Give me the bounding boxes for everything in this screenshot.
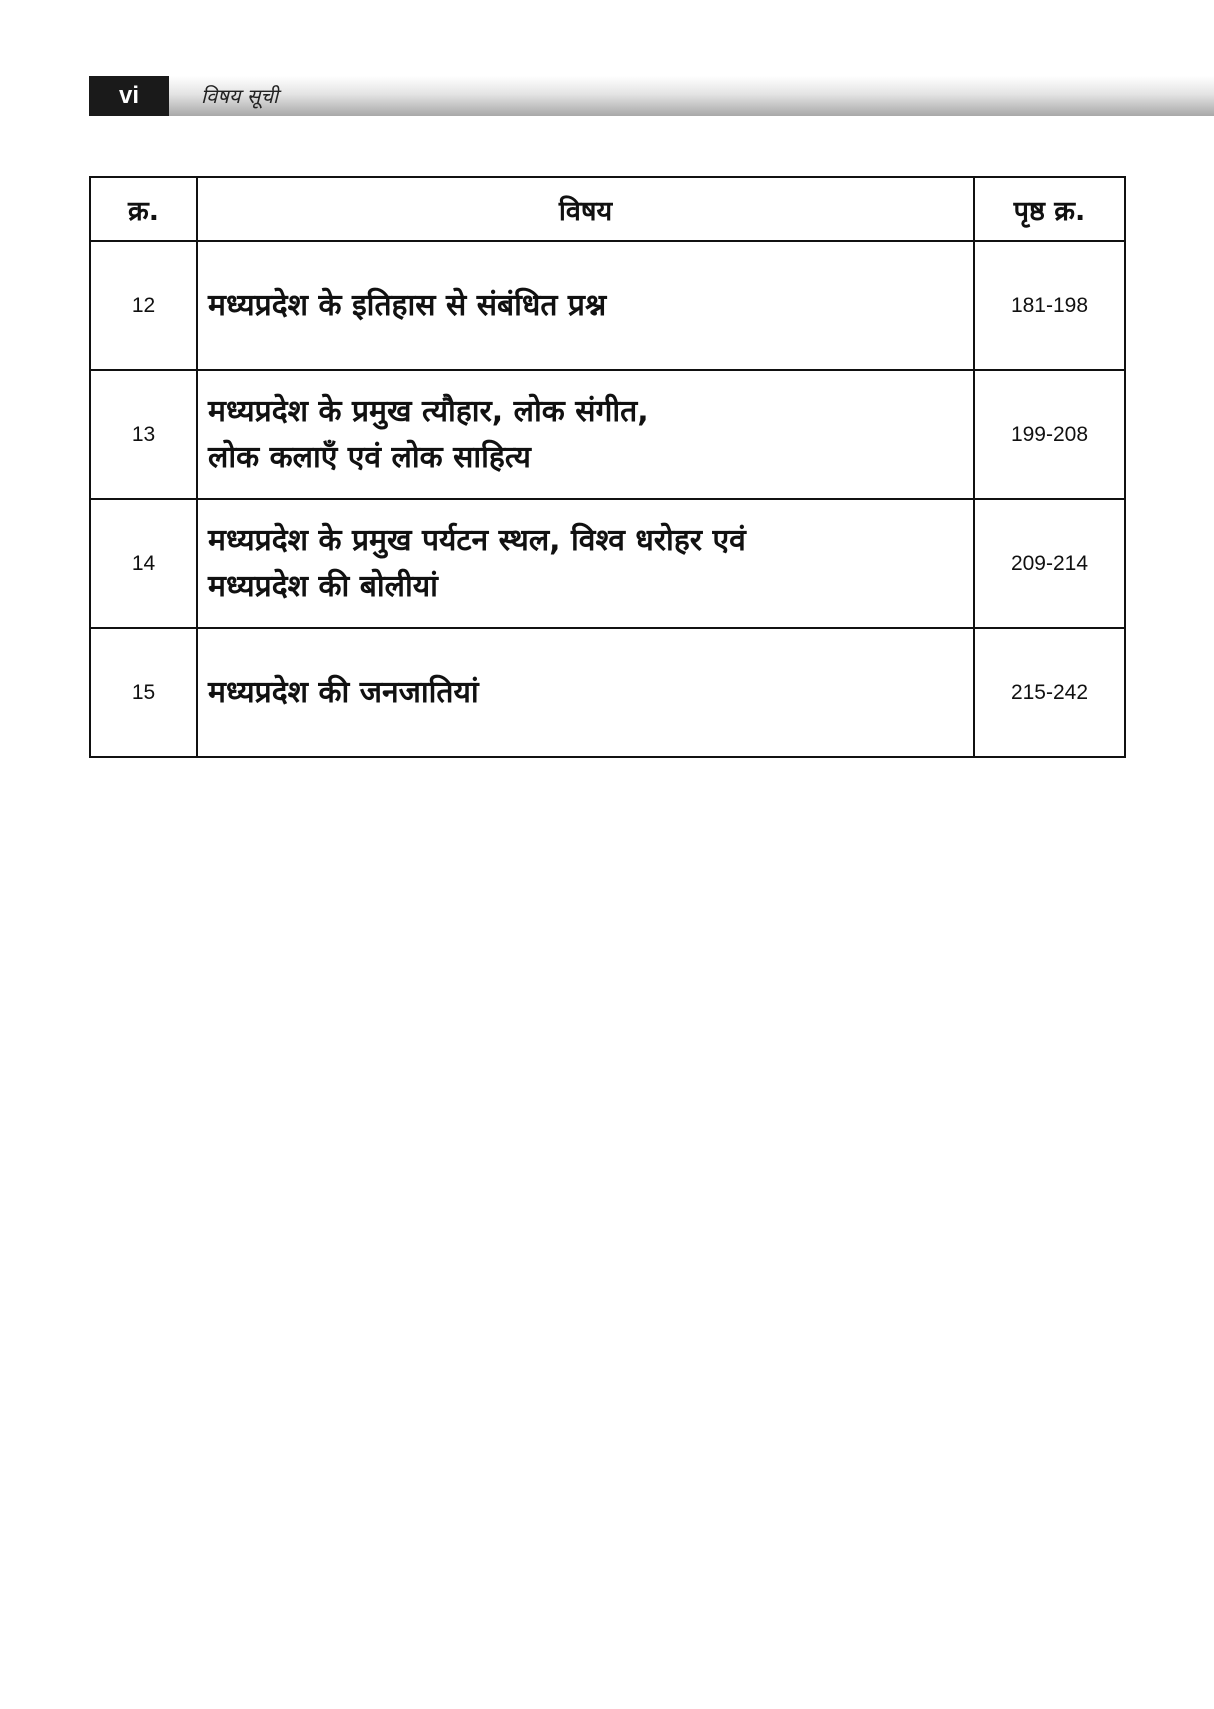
table-row <box>90 499 1125 628</box>
table-row <box>90 628 1125 757</box>
header-title: विषय सूची <box>201 84 279 108</box>
table-row <box>90 370 1125 499</box>
column-header-serial: क्र. <box>90 177 197 241</box>
subject-line: मध्यप्रदेश की बोलीयां <box>208 568 438 604</box>
row-serial: 14 <box>90 499 197 628</box>
row-serial: 12 <box>90 241 197 370</box>
row-subject <box>197 499 974 628</box>
row-subject <box>197 628 974 757</box>
subject-line: मध्यप्रदेश के प्रमुख त्यौहार, लोक संगीत, <box>208 393 649 429</box>
row-pages: 215-242 <box>974 628 1125 757</box>
row-pages: 181-198 <box>974 241 1125 370</box>
page-number: vi <box>89 76 169 116</box>
table-header-row <box>90 177 1125 241</box>
row-subject <box>197 241 974 370</box>
subject-line: मध्यप्रदेश की जनजातियां <box>208 674 479 710</box>
subject-line: मध्यप्रदेश के इतिहास से संबंधित प्रश्न <box>208 287 607 323</box>
page-header <box>89 76 1214 116</box>
contents-table <box>89 176 1126 758</box>
subject-line: मध्यप्रदेश के प्रमुख पर्यटन स्थल, विश्व धरोहर एवं <box>208 522 746 558</box>
row-pages: 209-214 <box>974 499 1125 628</box>
row-pages: 199-208 <box>974 370 1125 499</box>
subject-line: लोक कलाएँ एवं लोक साहित्य <box>208 439 531 475</box>
column-header-page: पृष्ठ क्र. <box>974 177 1125 241</box>
row-serial: 15 <box>90 628 197 757</box>
row-subject <box>197 370 974 499</box>
table-row <box>90 241 1125 370</box>
column-header-subject: विषय <box>197 177 974 241</box>
row-serial: 13 <box>90 370 197 499</box>
